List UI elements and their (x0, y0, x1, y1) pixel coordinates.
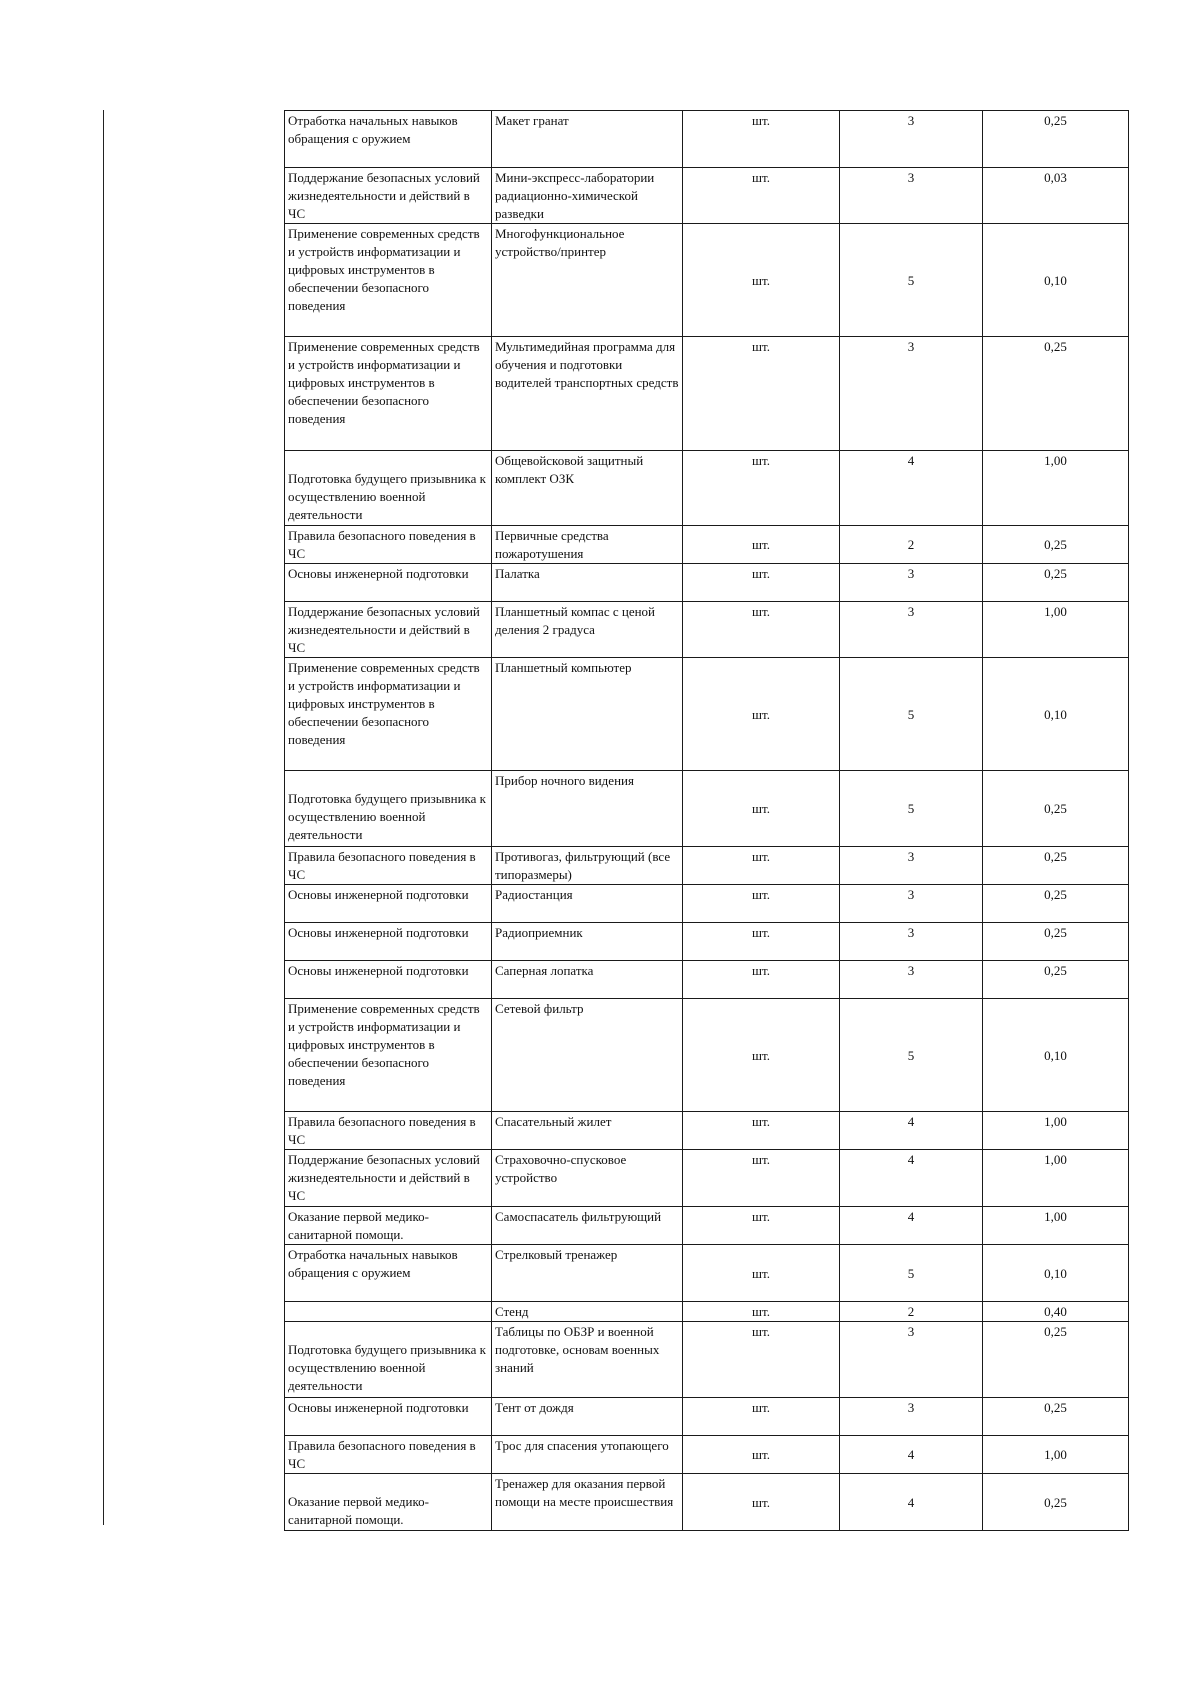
table-row (285, 602, 1129, 658)
norm-cell-text: 0,10 (1044, 273, 1067, 288)
norm-cell (983, 564, 1129, 602)
norm-cell (983, 1112, 1129, 1150)
quantity-cell-text: 5 (907, 1266, 915, 1281)
unit-cell-text: шт. (752, 1114, 770, 1129)
section-cell-text: Применение современных средств и устройств информатизации и цифровых инструментов в обеспечении безопасного поведения (288, 1001, 480, 1088)
norm-cell (983, 999, 1129, 1112)
norm-cell (983, 1474, 1129, 1531)
section-cell-text: Поддержание безопасных условий жизнедеятельности и действий в ЧС (288, 170, 480, 221)
item-name-cell (492, 337, 683, 451)
quantity-cell (840, 564, 983, 602)
unit-cell (683, 923, 840, 961)
item-name-cell (492, 847, 683, 885)
unit-cell-text: шт. (752, 1209, 770, 1224)
norm-cell-text: 1,00 (1044, 1447, 1067, 1462)
quantity-cell (840, 1150, 983, 1207)
quantity-cell-text: 2 (907, 1304, 915, 1319)
unit-cell-text: шт. (752, 1495, 770, 1510)
section-cell (285, 1474, 492, 1531)
section-cell (285, 1436, 492, 1474)
item-name-cell (492, 1245, 683, 1302)
norm-cell (983, 885, 1129, 923)
table-row (285, 771, 1129, 847)
quantity-cell (840, 771, 983, 847)
section-cell-text: Правила безопасного поведения в ЧС (288, 849, 476, 882)
equipment-table (284, 110, 1129, 1531)
norm-cell (983, 168, 1129, 224)
unit-cell (683, 1436, 840, 1474)
quantity-cell (840, 885, 983, 923)
item-name-cell (492, 923, 683, 961)
norm-cell (983, 451, 1129, 526)
quantity-cell (840, 1322, 983, 1398)
quantity-cell-text: 3 (907, 1324, 915, 1339)
unit-cell-text: шт. (752, 707, 770, 722)
unit-cell-text: шт. (752, 604, 770, 619)
norm-cell (983, 923, 1129, 961)
unit-cell (683, 1302, 840, 1322)
quantity-cell (840, 1436, 983, 1474)
table-row (285, 111, 1129, 168)
norm-cell (983, 111, 1129, 168)
unit-cell (683, 1207, 840, 1245)
item-name-cell-text: Спасательный жилет (495, 1114, 612, 1129)
quantity-cell-text: 4 (907, 1209, 915, 1224)
item-name-cell (492, 658, 683, 771)
quantity-cell (840, 1398, 983, 1436)
unit-cell-text: шт. (752, 1266, 770, 1281)
unit-cell (683, 602, 840, 658)
quantity-cell (840, 1474, 983, 1531)
unit-cell (683, 999, 840, 1112)
quantity-cell-text: 3 (907, 1400, 915, 1415)
item-name-cell-text: Мультимедийная программа для обучения и подготовки водителей транспортных средств (495, 339, 679, 390)
quantity-cell (840, 658, 983, 771)
norm-cell-text: 0,10 (1044, 1266, 1067, 1281)
table-row (285, 658, 1129, 771)
quantity-cell-text: 3 (907, 113, 915, 128)
quantity-cell-text: 3 (907, 339, 915, 354)
unit-cell (683, 1398, 840, 1436)
table-row (285, 1474, 1129, 1531)
section-cell-text: Основы инженерной подготовки (288, 963, 469, 978)
table-row (285, 224, 1129, 337)
section-cell (285, 847, 492, 885)
section-cell-text: Правила безопасного поведения в ЧС (288, 1114, 476, 1147)
quantity-cell-text: 2 (907, 537, 915, 552)
norm-cell-text: 0,25 (1044, 566, 1067, 581)
unit-cell-text: шт. (752, 537, 770, 552)
item-name-cell (492, 1436, 683, 1474)
section-cell-text: Применение современных средств и устройств информатизации и цифровых инструментов в обеспечении безопасного поведения (288, 226, 480, 313)
norm-cell (983, 1245, 1129, 1302)
table-row (285, 847, 1129, 885)
equipment-table-body (285, 111, 1129, 1531)
section-cell-text: Применение современных средств и устройств информатизации и цифровых инструментов в обеспечении безопасного поведения (288, 660, 480, 747)
norm-cell-text: 0,25 (1044, 963, 1067, 978)
quantity-cell-text: 4 (907, 1495, 915, 1510)
norm-cell-text: 1,00 (1044, 604, 1067, 619)
item-name-cell-text: Первичные средства пожаротушения (495, 528, 609, 561)
quantity-cell (840, 1302, 983, 1322)
unit-cell (683, 111, 840, 168)
section-cell-text: Поддержание безопасных условий жизнедеятельности и действий в ЧС (288, 604, 480, 655)
unit-cell-text: шт. (752, 1447, 770, 1462)
unit-cell (683, 658, 840, 771)
norm-cell-text: 0,25 (1044, 1495, 1067, 1510)
table-row (285, 923, 1129, 961)
norm-cell (983, 1150, 1129, 1207)
item-name-cell-text: Палатка (495, 566, 540, 581)
item-name-cell (492, 1150, 683, 1207)
section-cell-text: Основы инженерной подготовки (288, 925, 469, 940)
item-name-cell-text: Самоспасатель фильтрующий (495, 1209, 662, 1224)
table-row (285, 1302, 1129, 1322)
unit-cell (683, 564, 840, 602)
item-name-cell (492, 885, 683, 923)
norm-cell (983, 526, 1129, 564)
quantity-cell (840, 961, 983, 999)
table-row (285, 1436, 1129, 1474)
quantity-cell (840, 847, 983, 885)
section-cell (285, 999, 492, 1112)
table-row (285, 337, 1129, 451)
table-row (285, 526, 1129, 564)
unit-cell (683, 526, 840, 564)
quantity-cell (840, 1112, 983, 1150)
item-name-cell-text: Радиоприемник (495, 925, 583, 940)
quantity-cell (840, 1245, 983, 1302)
unit-cell (683, 451, 840, 526)
section-cell (285, 1245, 492, 1302)
norm-cell (983, 1398, 1129, 1436)
section-cell-text: Правила безопасного поведения в ЧС (288, 528, 476, 561)
unit-cell-text: шт. (752, 1152, 770, 1167)
section-cell (285, 771, 492, 847)
unit-cell-text: шт. (752, 963, 770, 978)
quantity-cell-text: 3 (907, 849, 915, 864)
quantity-cell-text: 5 (907, 1048, 915, 1063)
item-name-cell (492, 526, 683, 564)
section-cell (285, 961, 492, 999)
item-name-cell (492, 1474, 683, 1531)
quantity-cell-text: 4 (907, 1447, 915, 1462)
section-cell (285, 1112, 492, 1150)
norm-cell-text: 0,25 (1044, 1400, 1067, 1415)
item-name-cell-text: Саперная лопатка (495, 963, 594, 978)
item-name-cell (492, 1398, 683, 1436)
unit-cell (683, 1474, 840, 1531)
norm-cell-text: 0,25 (1044, 887, 1067, 902)
section-cell-text: Подготовка будущего призывника к осуществлению военной деятельности (288, 471, 486, 522)
norm-cell-text: 0,25 (1044, 925, 1067, 940)
quantity-cell (840, 999, 983, 1112)
item-name-cell-text: Тренажер для оказания первой помощи на месте происшествия (495, 1476, 674, 1509)
section-cell (285, 1302, 492, 1322)
norm-cell (983, 337, 1129, 451)
unit-cell-text: шт. (752, 1048, 770, 1063)
quantity-cell-text: 4 (907, 453, 915, 468)
norm-cell (983, 1207, 1129, 1245)
item-name-cell-text: Трос для спасения утопающего (495, 1438, 669, 1453)
norm-cell (983, 771, 1129, 847)
table-row (285, 1207, 1129, 1245)
unit-cell-text: шт. (752, 453, 770, 468)
item-name-cell-text: Сетевой фильтр (495, 1001, 584, 1016)
section-cell (285, 1322, 492, 1398)
section-cell-text: Оказание первой медико-санитарной помощи. (288, 1494, 429, 1527)
unit-cell-text: шт. (752, 339, 770, 354)
unit-cell (683, 771, 840, 847)
quantity-cell-text: 3 (907, 887, 915, 902)
norm-cell (983, 847, 1129, 885)
section-cell-text: Поддержание безопасных условий жизнедеятельности и действий в ЧС (288, 1152, 480, 1203)
item-name-cell-text: Многофункциональное устройство/принтер (495, 226, 625, 259)
item-name-cell-text: Радиостанция (495, 887, 573, 902)
section-cell-text: Отработка начальных навыков обращения с оружием (288, 1247, 458, 1280)
section-cell-text: Правила безопасного поведения в ЧС (288, 1438, 476, 1471)
item-name-cell (492, 771, 683, 847)
section-cell-text: Подготовка будущего призывника к осуществлению военной деятельности (288, 791, 486, 842)
quantity-cell (840, 111, 983, 168)
table-row (285, 1398, 1129, 1436)
section-cell (285, 564, 492, 602)
section-cell (285, 337, 492, 451)
unit-cell-text: шт. (752, 887, 770, 902)
unit-cell (683, 961, 840, 999)
norm-cell-text: 0,40 (1044, 1304, 1067, 1319)
item-name-cell-text: Таблицы по ОБЗР и военной подготовке, основам военных знаний (495, 1324, 660, 1375)
norm-cell-text: 1,00 (1044, 1114, 1067, 1129)
unit-cell-text: шт. (752, 273, 770, 288)
item-name-cell (492, 111, 683, 168)
item-name-cell-text: Страховочно-спусковое устройство (495, 1152, 627, 1185)
norm-cell (983, 1322, 1129, 1398)
item-name-cell (492, 1322, 683, 1398)
section-cell-text: Применение современных средств и устройств информатизации и цифровых инструментов в обеспечении безопасного поведения (288, 339, 480, 426)
norm-cell-text: 1,00 (1044, 1152, 1067, 1167)
table-row (285, 999, 1129, 1112)
item-name-cell (492, 564, 683, 602)
item-name-cell (492, 602, 683, 658)
table-row (285, 451, 1129, 526)
item-name-cell (492, 451, 683, 526)
quantity-cell-text: 5 (907, 273, 915, 288)
quantity-cell (840, 923, 983, 961)
section-cell-text: Отработка начальных навыков обращения с оружием (288, 113, 458, 146)
norm-cell (983, 1302, 1129, 1322)
section-cell-text: Оказание первой медико-санитарной помощи. (288, 1209, 429, 1242)
unit-cell-text: шт. (752, 566, 770, 581)
item-name-cell-text: Планшетный компьютер (495, 660, 632, 675)
section-cell (285, 1150, 492, 1207)
item-name-cell (492, 999, 683, 1112)
unit-cell (683, 224, 840, 337)
unit-cell (683, 1150, 840, 1207)
quantity-cell-text: 3 (907, 604, 915, 619)
item-name-cell-text: Мини-экспресс-лаборатории радиационно-химической разведки (495, 170, 655, 221)
table-row (285, 1245, 1129, 1302)
unit-cell (683, 1245, 840, 1302)
norm-cell-text: 0,25 (1044, 801, 1067, 816)
unit-cell-text: шт. (752, 1324, 770, 1339)
section-cell (285, 885, 492, 923)
unit-cell (683, 168, 840, 224)
quantity-cell-text: 4 (907, 1152, 915, 1167)
norm-cell-text: 1,00 (1044, 453, 1067, 468)
section-cell (285, 111, 492, 168)
unit-cell-text: шт. (752, 170, 770, 185)
section-cell-text: Основы инженерной подготовки (288, 1400, 469, 1415)
quantity-cell (840, 1207, 983, 1245)
quantity-cell-text: 3 (907, 170, 915, 185)
item-name-cell (492, 1112, 683, 1150)
unit-cell-text: шт. (752, 849, 770, 864)
unit-cell (683, 1112, 840, 1150)
quantity-cell-text: 3 (907, 925, 915, 940)
quantity-cell (840, 224, 983, 337)
norm-cell-text: 0,10 (1044, 707, 1067, 722)
item-name-cell (492, 168, 683, 224)
norm-cell-text: 0,25 (1044, 339, 1067, 354)
table-row (285, 1150, 1129, 1207)
quantity-cell (840, 451, 983, 526)
page-margin-line (103, 110, 104, 1525)
unit-cell (683, 337, 840, 451)
unit-cell-text: шт. (752, 1400, 770, 1415)
section-cell-text: Основы инженерной подготовки (288, 566, 469, 581)
item-name-cell (492, 1302, 683, 1322)
unit-cell-text: шт. (752, 1304, 770, 1319)
norm-cell-text: 0,25 (1044, 849, 1067, 864)
norm-cell-text: 0,25 (1044, 113, 1067, 128)
unit-cell-text: шт. (752, 113, 770, 128)
section-cell (285, 1398, 492, 1436)
section-cell (285, 1207, 492, 1245)
norm-cell-text: 1,00 (1044, 1209, 1067, 1224)
section-cell (285, 923, 492, 961)
section-cell (285, 658, 492, 771)
norm-cell-text: 0,25 (1044, 1324, 1067, 1339)
table-row (285, 168, 1129, 224)
table-row (285, 961, 1129, 999)
unit-cell-text: шт. (752, 801, 770, 816)
item-name-cell-text: Противогаз, фильтрующий (все типоразмеры) (495, 849, 671, 882)
quantity-cell (840, 602, 983, 658)
section-cell (285, 602, 492, 658)
table-row (285, 1322, 1129, 1398)
norm-cell-text: 0,25 (1044, 537, 1067, 552)
norm-cell-text: 0,03 (1044, 170, 1067, 185)
table-row (285, 1112, 1129, 1150)
norm-cell (983, 658, 1129, 771)
section-cell-text (288, 1302, 488, 1303)
item-name-cell-text: Планшетный компас с ценой деления 2 градуса (495, 604, 656, 637)
section-cell (285, 451, 492, 526)
quantity-cell-text: 5 (907, 801, 915, 816)
quantity-cell (840, 168, 983, 224)
item-name-cell-text: Стрелковый тренажер (495, 1247, 618, 1262)
unit-cell (683, 1322, 840, 1398)
norm-cell (983, 1436, 1129, 1474)
section-cell (285, 168, 492, 224)
table-row (285, 564, 1129, 602)
unit-cell (683, 847, 840, 885)
unit-cell (683, 885, 840, 923)
item-name-cell (492, 961, 683, 999)
quantity-cell-text: 3 (907, 566, 915, 581)
item-name-cell-text: Макет гранат (495, 113, 569, 128)
norm-cell-text: 0,10 (1044, 1048, 1067, 1063)
quantity-cell-text: 4 (907, 1114, 915, 1129)
item-name-cell (492, 1207, 683, 1245)
quantity-cell-text: 3 (907, 963, 915, 978)
quantity-cell (840, 526, 983, 564)
norm-cell (983, 961, 1129, 999)
item-name-cell-text: Общевойсковой защитный комплект ОЗК (495, 453, 644, 486)
item-name-cell-text: Тент от дождя (495, 1400, 574, 1415)
section-cell-text: Основы инженерной подготовки (288, 887, 469, 902)
section-cell (285, 526, 492, 564)
unit-cell-text: шт. (752, 925, 770, 940)
item-name-cell (492, 224, 683, 337)
norm-cell (983, 602, 1129, 658)
item-name-cell-text: Стенд (495, 1304, 529, 1319)
section-cell (285, 224, 492, 337)
table-row (285, 885, 1129, 923)
section-cell-text: Подготовка будущего призывника к осуществлению военной деятельности (288, 1342, 486, 1393)
quantity-cell (840, 337, 983, 451)
norm-cell (983, 224, 1129, 337)
quantity-cell-text: 5 (907, 707, 915, 722)
item-name-cell-text: Прибор ночного видения (495, 773, 634, 788)
